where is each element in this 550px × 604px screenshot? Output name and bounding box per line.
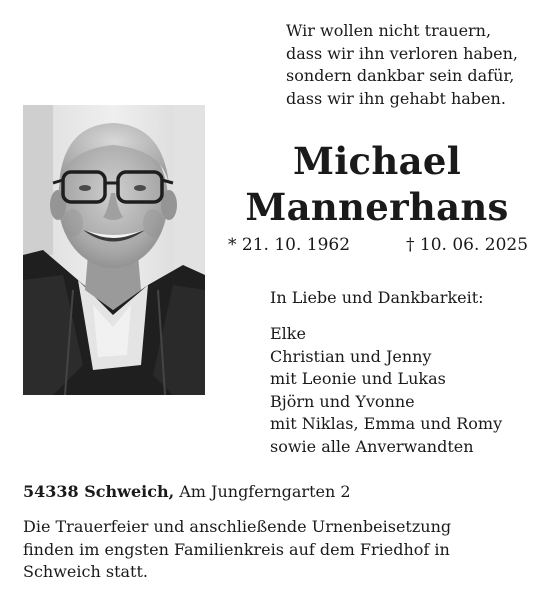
mourning-address [23, 481, 351, 503]
last-name: Mannerhans [245, 185, 509, 229]
deceased-name [218, 138, 536, 230]
thanks-heading: In Liebe und Dankbarkeit: [270, 288, 484, 307]
mourner-line: Christian und Jenny [270, 346, 432, 366]
memorial-quote [286, 20, 546, 110]
mourner-line: Elke [270, 324, 306, 343]
quote-line: dass wir ihn verloren haben, [286, 43, 519, 63]
mourner-line: mit Niklas, Emma und Romy [270, 414, 503, 433]
death-date: † 10. 06. 2025 [406, 235, 529, 255]
mourner-line: sowie alle Anverwandten [270, 436, 474, 456]
address-city: 54338 Schweich, [23, 482, 175, 501]
quote-line: sondern dankbar sein dafür, [286, 66, 515, 85]
ceremony-line: finden im engsten Familienkreis auf dem Friedhof in [23, 539, 450, 559]
first-name: Michael [292, 139, 462, 183]
mourner-line: mit Leonie und Lukas [270, 369, 446, 388]
address-street: Am Jungferngarten 2 [174, 482, 351, 501]
quote-line: dass wir ihn gehabt haben. [286, 88, 506, 108]
ceremony-line: Schweich statt. [23, 562, 148, 581]
ceremony-notice [23, 516, 543, 584]
ceremony-line: Die Trauerfeier und anschließende Urnenbeisetzung [23, 517, 452, 536]
portrait-photo [23, 105, 205, 395]
mourners-list [270, 323, 502, 458]
mourner-line: Björn und Yvonne [270, 391, 415, 411]
quote-line: Wir wollen nicht trauern, [286, 21, 492, 40]
birth-date: * 21. 10. 1962 [228, 235, 351, 255]
